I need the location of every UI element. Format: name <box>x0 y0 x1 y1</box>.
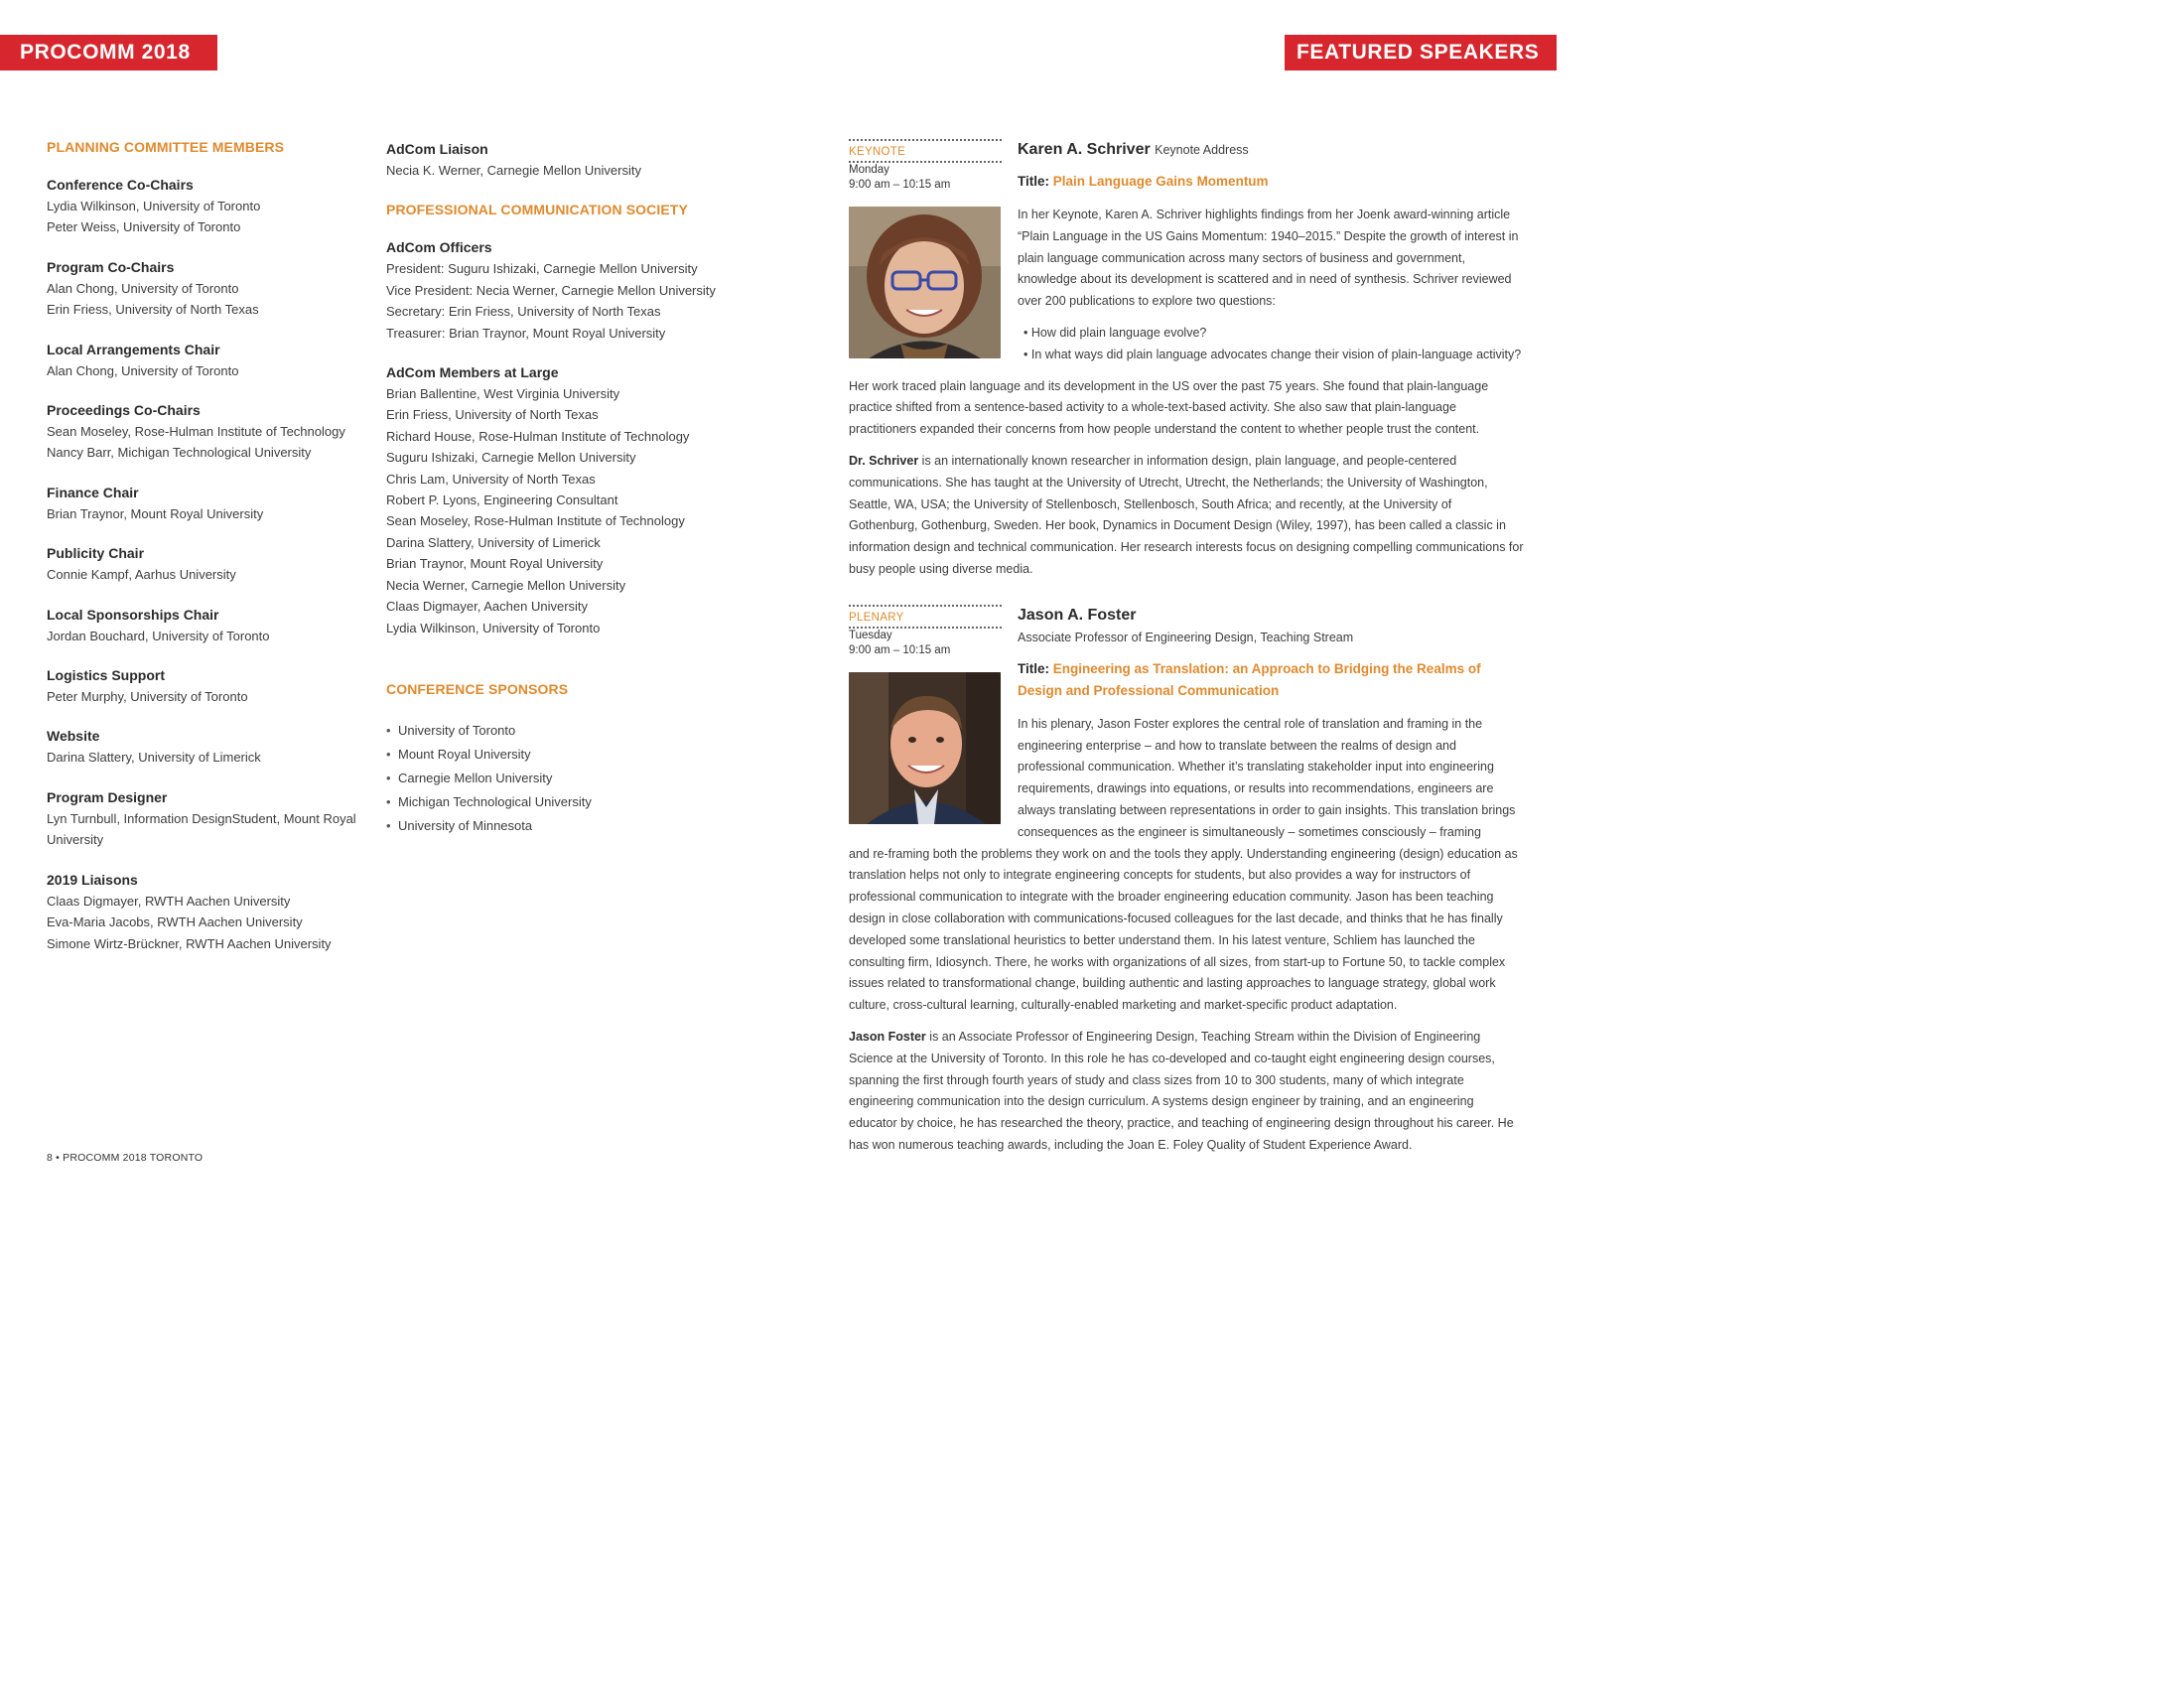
page-footer: 8 • PROCOMM 2018 TORONTO <box>47 1152 204 1164</box>
keynote-time: 9:00 am – 10:15 am <box>849 179 951 191</box>
keynote-role: Keynote Address <box>1155 143 1249 157</box>
adcom-liaison-group <box>386 139 714 181</box>
adcom-officers-title: AdCom Officers <box>386 239 492 256</box>
committee-role-title: Program Co-Chairs <box>47 258 175 275</box>
keynote-name: Karen A. Schriver <box>1018 141 1151 158</box>
committee-member: Brian Traynor, Mount Royal University <box>47 505 264 521</box>
committee-role-title: 2019 Liaisons <box>47 871 138 888</box>
committee-member: Lyn Turnbull, Information DesignStudent, Mount Royal University <box>47 810 356 848</box>
keynote-intro-paragraph: In her Keynote, Karen A. Schriver highlights findings from her Joenk award-winning article “Plain Language in the US Gains Momentum: 1940–2015.” Despite the growth of interest in plain language communication across many sectors of business and government, knowledge about its development is scattered and in need of synthesis. Schriver reviewed over 200 publications to explore two questions: <box>1018 208 1519 309</box>
plenary-bio-name: Jason Foster <box>849 1029 926 1044</box>
plenary-type-label: PLENARY <box>849 611 904 624</box>
committee-member: Connie Kampf, Aarhus University <box>47 567 236 583</box>
member-line: Erin Friess, University of North Texas <box>386 407 599 423</box>
sponsor-name: Carnegie Mellon University <box>398 770 553 785</box>
committee-group <box>47 400 364 464</box>
plenary-title: Engineering as Translation: an Approach to Bridging the Realms of Design and Professional Communication <box>1018 660 1481 698</box>
committee-group <box>47 665 364 707</box>
keynote-name-line <box>1018 139 1524 161</box>
committee-role-title: Local Arrangements Chair <box>47 341 220 357</box>
member-line: Necia Werner, Carnegie Mellon University <box>386 577 626 593</box>
committee-member: Erin Friess, University of North Texas <box>47 302 259 318</box>
plenary-meta <box>849 605 1002 824</box>
plenary-bio-paragraph <box>849 1027 1524 1157</box>
officer-line: President: Suguru Ishizaki, Carnegie Mellon University <box>386 261 698 277</box>
member-line: Brian Ballentine, West Virginia University <box>386 386 620 402</box>
sponsor-item <box>386 743 714 767</box>
adcom-liaison-title: AdCom Liaison <box>386 141 488 157</box>
plenary-body <box>1018 605 1524 844</box>
sponsor-name: University of Toronto <box>398 722 516 738</box>
bullet-glyph: • <box>386 746 391 762</box>
plenary-intro-continued: and re-framing both the problems they work on and the tools they apply. Understanding engineering (design) education as translation helps not only to integrate engineering concepts for students, but also provides a way for instructors of professional communication to integrate with the broader engineering education community. Jason has been teaching design in close collaboration with communications-focused colleagues for the last decade, and thinks that he has finally developed some translational heuristics to better understand them. In his latest venture, Schliem has launched the consulting firm, Idiosynch. There, he works with organizations of all sizes, from start-up to Fortune 50, to tackle complex issues related to transformational change, building authentic and lasting approaches to language strategy, global work culture, cross-cultural learning, culturally-enabled marketing and market-specific product adaptation. <box>849 846 1518 1013</box>
sponsor-list <box>386 719 714 838</box>
adcom-officers-group <box>386 237 714 344</box>
bullet-glyph: • <box>386 770 391 785</box>
committee-member: Peter Murphy, University of Toronto <box>47 689 248 705</box>
procomm-banner: PROCOMM 2018 <box>0 35 217 70</box>
committee-member: Eva-Maria Jacobs, RWTH Aachen University <box>47 914 303 930</box>
keynote-question: • How did plain language evolve? <box>1024 325 1207 340</box>
keynote-meta <box>849 139 1002 358</box>
keynote-title-label: Title: <box>1018 174 1050 189</box>
featured-speakers-column <box>849 139 1524 1157</box>
keynote-bio-paragraph <box>849 451 1524 581</box>
bullet-glyph: • <box>386 793 391 809</box>
adcom-members-title: AdCom Members at Large <box>386 364 559 381</box>
committee-group <box>47 483 364 524</box>
committee-group <box>47 543 364 585</box>
committee-member: Simone Wirtz-Brückner, RWTH Aachen University <box>47 935 332 951</box>
jason-foster-photo <box>849 672 1001 824</box>
karen-schriver-photo <box>849 207 1001 358</box>
member-line: Suguru Ishizaki, Carnegie Mellon University <box>386 450 636 466</box>
member-line: Chris Lam, University of North Texas <box>386 471 596 487</box>
committee-group <box>47 787 364 851</box>
committee-member: Alan Chong, University of Toronto <box>47 280 239 296</box>
plenary-subtitle: Associate Professor of Engineering Design, Teaching Stream <box>1018 630 1354 644</box>
committee-role-title: Program Designer <box>47 788 168 805</box>
plenary-name: Jason A. Foster <box>1018 606 1137 624</box>
keynote-findings-paragraph: Her work traced plain language and its development in the US over the past 75 years. She found that plain-language practice shifted from a sentence-based activity to a whole-text-based activity. She also saw that plain-language practitioners expanded their concerns from how people understand the content to whether people trust the content. <box>849 378 1489 437</box>
committee-member: Sean Moseley, Rose-Hulman Institute of Technology <box>47 424 345 440</box>
committee-member: Jordan Bouchard, University of Toronto <box>47 628 270 643</box>
keynote-title-line <box>1018 171 1524 193</box>
plenary-title-line <box>1018 658 1524 702</box>
keynote-bio-text: is an internationally known researcher in information design, plain language, and people-centered communications. She has taught at the University of Utrecht, Utrecht, the Netherlands; the University of Washington, Seattle, WA, USA; the University of Stellenbosch, Stellenbosch, South Africa; and recently, at the University of Gothenburg, Gothenburg, Sweden. Her book, Dynamics in Document Design (Wiley, 1997), has been called a classic in information design and technical communication. Her research interests focus on designing compelling communications for busy people using diverse media. <box>849 453 1524 576</box>
bullet-glyph: • <box>386 722 391 738</box>
keynote-day: Monday <box>849 164 889 176</box>
committee-member: Alan Chong, University of Toronto <box>47 362 239 378</box>
plenary-bio-text: is an Associate Professor of Engineering Design, Teaching Stream within the Division of Engineering Science at the University of Toronto. In this role he has co-developed and co-taught eight engineering design courses, spanning the first through fourth years of study and class sizes from 10 to 300 students, many of which integrate engineering communication into the design curriculum. A systems design engineer by training, and an engineering educator by choice, he has researched the theory, practice, and teaching of engineering design throughout his career. He has won numerous teaching awards, including the Joan E. Foley Quality of Student Experience Award. <box>849 1029 1514 1152</box>
keynote-body <box>1018 139 1524 366</box>
sponsor-name: Michigan Technological University <box>398 793 592 809</box>
keynote-title: Plain Language Gains Momentum <box>1052 174 1269 189</box>
committee-role-title: Local Sponsorships Chair <box>47 606 219 623</box>
committee-group <box>47 175 364 238</box>
portrait-man-illustration <box>849 672 1001 824</box>
portrait-woman-illustration <box>849 207 1001 358</box>
plenary-day: Tuesday <box>849 629 892 641</box>
adcom-members-group <box>386 362 714 638</box>
planning-committee-heading: PLANNING COMMITTEE MEMBERS <box>47 139 285 155</box>
member-line: Claas Digmayer, Aachen University <box>386 599 589 615</box>
society-column <box>386 139 714 838</box>
sponsor-name: University of Minnesota <box>398 817 533 833</box>
committee-role-title: Publicity Chair <box>47 545 145 562</box>
member-line: Sean Moseley, Rose-Hulman Institute of Technology <box>386 513 685 529</box>
sponsor-item <box>386 814 714 838</box>
committee-member: Claas Digmayer, RWTH Aachen University <box>47 893 291 909</box>
member-line: Robert P. Lyons, Engineering Consultant <box>386 492 618 508</box>
keynote-question-list <box>1018 323 1524 366</box>
adcom-members-list <box>386 383 714 638</box>
officer-line: Vice President: Necia Werner, Carnegie Mellon University <box>386 282 716 298</box>
committee-member: Peter Weiss, University of Toronto <box>47 219 241 235</box>
member-line: Lydia Wilkinson, University of Toronto <box>386 620 601 635</box>
member-line: Richard House, Rose-Hulman Institute of Technology <box>386 428 690 444</box>
member-line: Darina Slattery, University of Limerick <box>386 534 601 550</box>
committee-role-title: Logistics Support <box>47 667 165 684</box>
committee-group <box>47 870 364 954</box>
sponsors-heading: CONFERENCE SPONSORS <box>386 680 569 697</box>
committee-group <box>47 726 364 768</box>
adcom-officers-list <box>386 258 714 344</box>
committee-role-title: Finance Chair <box>47 484 139 500</box>
sponsor-name: Mount Royal University <box>398 746 531 762</box>
keynote-question: • In what ways did plain language advocates change their vision of plain-language activity? <box>1024 347 1522 361</box>
bullet-glyph: • <box>386 817 391 833</box>
committee-group <box>47 605 364 646</box>
sponsor-item <box>386 719 714 743</box>
member-line: Brian Traynor, Mount Royal University <box>386 556 604 572</box>
committee-member: Nancy Barr, Michigan Technological University <box>47 445 312 461</box>
committee-group <box>47 340 364 381</box>
officer-line: Secretary: Erin Friess, University of North Texas <box>386 304 661 320</box>
adcom-liaison-line: Necia K. Werner, Carnegie Mellon University <box>386 163 641 178</box>
keynote-type-label: KEYNOTE <box>849 146 906 158</box>
plenary-title-label: Title: <box>1018 660 1050 676</box>
committee-member: Lydia Wilkinson, University of Toronto <box>47 199 261 213</box>
featured-speakers-banner: FEATURED SPEAKERS <box>1285 35 1557 70</box>
committee-member: Darina Slattery, University of Limerick <box>47 750 261 766</box>
planning-committee-column <box>47 139 364 973</box>
keynote-speaker <box>849 139 1524 581</box>
planning-committee-list <box>47 175 364 954</box>
officer-line: Treasurer: Brian Traynor, Mount Royal University <box>386 325 666 341</box>
committee-role-title: Website <box>47 728 100 745</box>
plenary-intro-paragraph: In his plenary, Jason Foster explores the central role of translation and framing in the engineering enterprise – and how to translate between the realms of design and professional communication. Whether it’s translating stakeholder input into engineering requirements, drawings into equations, or results into recommendations, engineers are always translating between representations in order to gain insights. This translation brings consequences as the engineer is simultaneously – sometimes consciously – framing <box>1018 716 1516 839</box>
committee-group <box>47 257 364 321</box>
sponsor-item <box>386 767 714 790</box>
pcs-heading: PROFESSIONAL COMMUNICATION SOCIETY <box>386 202 688 218</box>
committee-role-title: Proceedings Co-Chairs <box>47 402 201 419</box>
plenary-speaker <box>849 605 1524 1157</box>
sponsor-item <box>386 790 714 814</box>
committee-role-title: Conference Co-Chairs <box>47 177 194 193</box>
keynote-bio-name: Dr. Schriver <box>849 453 919 468</box>
plenary-time: 9:00 am – 10:15 am <box>849 643 951 656</box>
